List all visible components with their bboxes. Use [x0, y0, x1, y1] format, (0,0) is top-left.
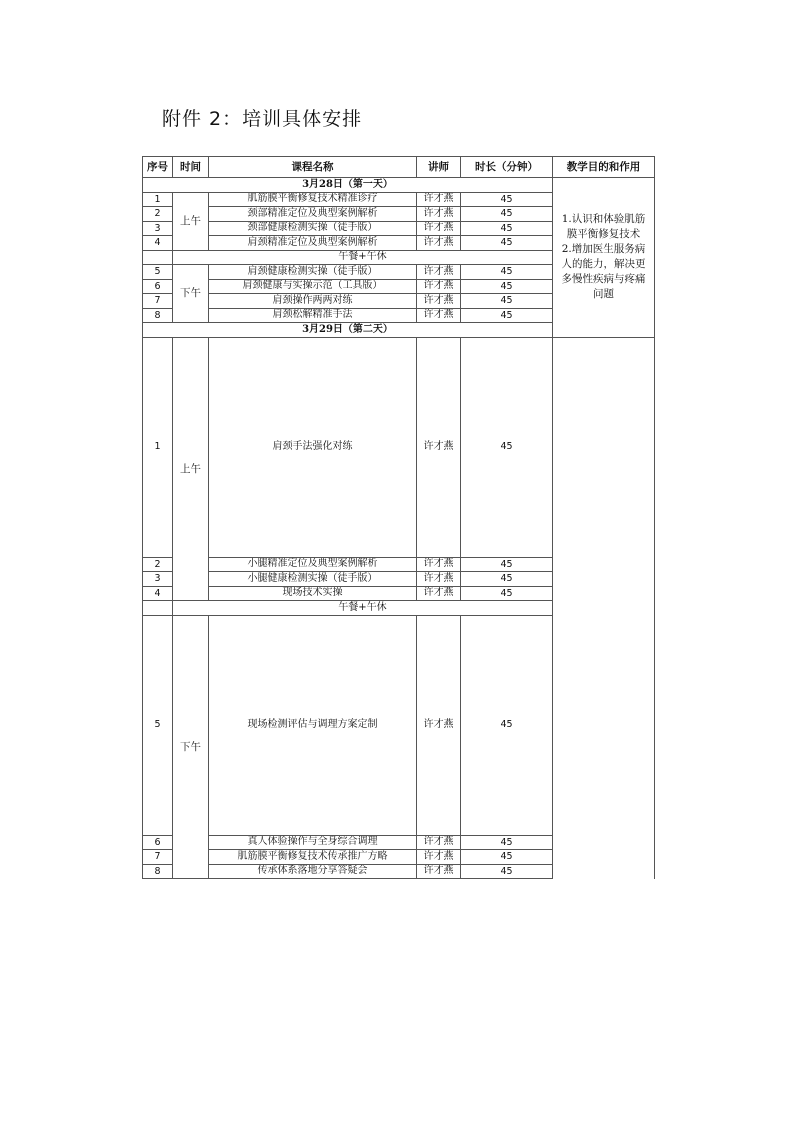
row-index: 5	[143, 615, 173, 835]
duration: 45	[461, 308, 553, 323]
day-label: 3月29日（第二天）	[143, 323, 553, 338]
duration: 45	[461, 207, 553, 222]
row-index: 2	[143, 557, 173, 572]
duration: 45	[461, 265, 553, 280]
teacher: 许才燕	[417, 835, 461, 850]
purpose-line: 人的能力，解决更	[561, 258, 646, 271]
course-name: 肩颈健康与实操示范（工具版）	[209, 279, 417, 294]
row-index: 8	[143, 308, 173, 323]
period-morning: 上午	[173, 337, 209, 601]
row-index: 7	[143, 294, 173, 309]
duration: 45	[461, 835, 553, 850]
teacher: 许才燕	[417, 615, 461, 835]
duration: 45	[461, 337, 553, 557]
teacher: 许才燕	[417, 221, 461, 236]
teacher: 许才燕	[417, 337, 461, 557]
teacher: 许才燕	[417, 192, 461, 207]
row-index: 6	[143, 279, 173, 294]
table-row	[143, 615, 655, 835]
day-row	[143, 178, 655, 193]
header-row	[143, 157, 655, 178]
table-row	[143, 835, 655, 850]
course-name: 传承体系落地分享答疑会	[209, 864, 417, 879]
row-index: 2	[143, 207, 173, 222]
teacher: 许才燕	[417, 294, 461, 309]
header-index: 序号	[143, 157, 173, 178]
period-afternoon: 下午	[173, 265, 209, 323]
header-time: 时间	[173, 157, 209, 178]
duration: 45	[461, 864, 553, 879]
break-label: 午餐+午休	[173, 250, 553, 265]
table-row	[143, 337, 655, 557]
course-name: 肩颈精准定位及典型案例解析	[209, 236, 417, 251]
row-index: 5	[143, 265, 173, 280]
teacher: 许才燕	[417, 265, 461, 280]
duration: 45	[461, 572, 553, 587]
row-index: 8	[143, 864, 173, 879]
course-name: 肌筋膜平衡修复技术精准诊疗	[209, 192, 417, 207]
duration: 45	[461, 615, 553, 835]
duration: 45	[461, 850, 553, 865]
teacher: 许才燕	[417, 586, 461, 601]
duration: 45	[461, 236, 553, 251]
course-name: 颈部健康检测实操（徒手版）	[209, 221, 417, 236]
duration: 45	[461, 279, 553, 294]
purpose-cell	[553, 178, 655, 338]
header-duration: 时长（分钟）	[461, 157, 553, 178]
page-title: 附件 2：培训具体安排	[162, 108, 363, 130]
duration: 45	[461, 557, 553, 572]
day-label: 3月28日（第一天）	[143, 178, 553, 193]
training-schedule-table	[142, 156, 655, 879]
break-row	[143, 601, 655, 616]
break-blank	[143, 601, 173, 616]
table-row	[143, 586, 655, 601]
course-name: 现场技术实操	[209, 586, 417, 601]
course-name: 肌筋膜平衡修复技术传承推广方略	[209, 850, 417, 865]
teacher: 许才燕	[417, 572, 461, 587]
row-index: 3	[143, 221, 173, 236]
teacher: 许才燕	[417, 308, 461, 323]
duration: 45	[461, 192, 553, 207]
duration: 45	[461, 221, 553, 236]
course-name: 肩颈松解精准手法	[209, 308, 417, 323]
duration: 45	[461, 586, 553, 601]
course-name: 小腿健康检测实操（徒手版）	[209, 572, 417, 587]
table-row	[143, 572, 655, 587]
course-name: 真人体验操作与全身综合调理	[209, 835, 417, 850]
purpose-line: 2.增加医生服务病	[561, 243, 646, 256]
teacher: 许才燕	[417, 207, 461, 222]
purpose-line: 1.认识和体验肌筋	[561, 213, 646, 226]
header-course: 课程名称	[209, 157, 417, 178]
purpose-line: 多慢性疾病与疼痛	[561, 273, 646, 286]
course-name: 颈部精准定位及典型案例解析	[209, 207, 417, 222]
row-index: 4	[143, 586, 173, 601]
teacher: 许才燕	[417, 557, 461, 572]
duration: 45	[461, 294, 553, 309]
course-name: 现场检测评估与调理方案定制	[209, 615, 417, 835]
course-name: 肩颈操作两两对练	[209, 294, 417, 309]
row-index: 1	[143, 192, 173, 207]
period-morning: 上午	[173, 192, 209, 250]
teacher: 许才燕	[417, 864, 461, 879]
break-blank	[143, 250, 173, 265]
break-label: 午餐+午休	[173, 601, 553, 616]
row-index: 3	[143, 572, 173, 587]
period-afternoon: 下午	[173, 615, 209, 879]
purpose-line: 问题	[593, 288, 614, 301]
course-name: 肩颈健康检测实操（徒手版）	[209, 265, 417, 280]
table-row	[143, 557, 655, 572]
teacher: 许才燕	[417, 850, 461, 865]
header-purpose: 教学目的和作用	[553, 157, 655, 178]
course-name: 小腿精准定位及典型案例解析	[209, 557, 417, 572]
row-index: 7	[143, 850, 173, 865]
table-row	[143, 864, 655, 879]
header-teacher: 讲师	[417, 157, 461, 178]
table-row	[143, 850, 655, 865]
teacher: 许才燕	[417, 236, 461, 251]
row-index: 4	[143, 236, 173, 251]
row-index: 1	[143, 337, 173, 557]
row-index: 6	[143, 835, 173, 850]
course-name: 肩颈手法强化对练	[209, 337, 417, 557]
purpose-line: 膜平衡修复技术	[566, 228, 641, 241]
teacher: 许才燕	[417, 279, 461, 294]
